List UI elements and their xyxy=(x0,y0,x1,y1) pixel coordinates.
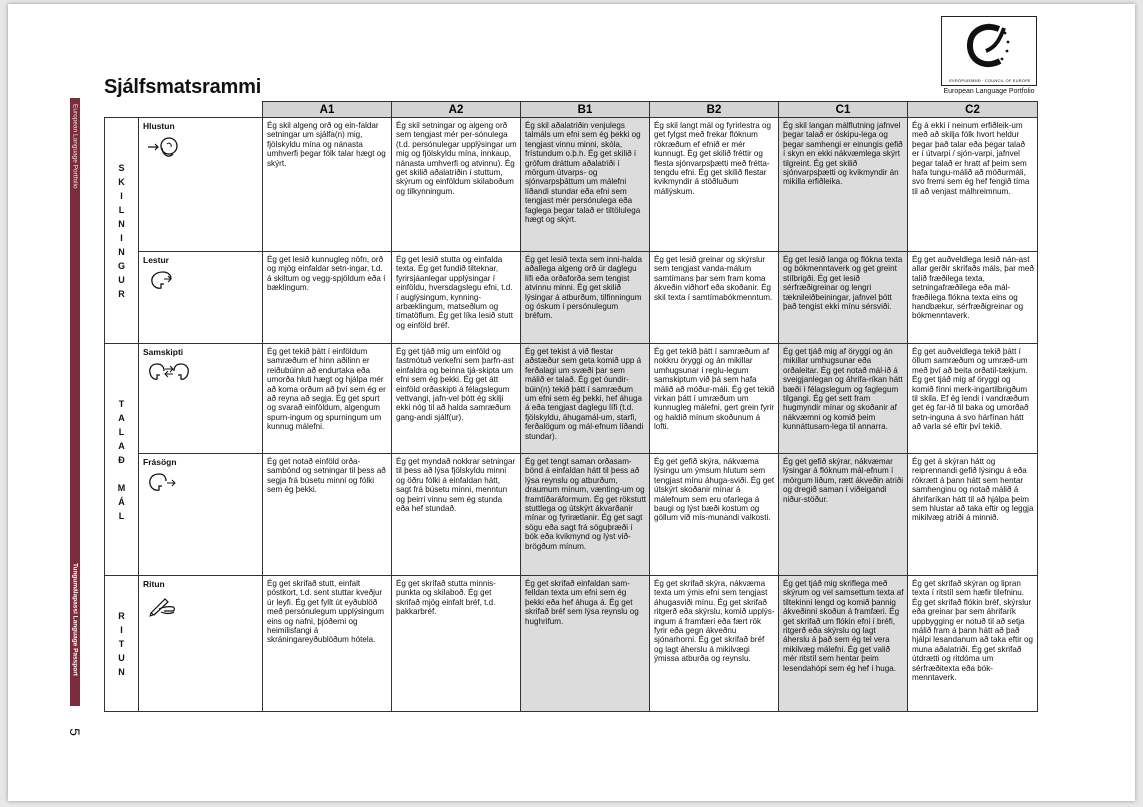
speaking-head-icon xyxy=(147,471,177,495)
cell-frasogn-b2: Ég get gefið skýra, nákvæma lýsingu um ýmsum hlutum sem tengjast mínu áhuga-sviði. Ég get útskýrt skoðanir mínar á málefnum sem eru ofarlega á baugi og lýst bæði kostum og göllum við mis-munandi valkosti. xyxy=(650,454,779,576)
cell-lestur-c2: Ég get auðveldlega lesið nán-ast allar gerðir skrifaðs máls, þar með talið fræðilega texta, setningafræðilega eða mál-fræðilega flókna texta eins og handbækur, sérfræðigreinar og bókmenntaverk. xyxy=(908,252,1038,344)
side-tab-bottom-text: Tungumálapassi Language Passport xyxy=(71,563,79,676)
cell-samskipti-c2: Ég get auðveldlega tekið þátt í öllum samræðum og umræð-um með því að beita orðatil-tækjum. Ég get tjáð mig af öryggi og komið fínni merk-ingartilbrigðum til skila. Ef ég lendi í vandræðum get ég far-ið til baka og umorðað setn-inguna á svo hárfínan hátt að varla sé eftir því tekið. xyxy=(908,344,1038,454)
cell-hlustun-b2: Ég skil langt mál og fyrirlestra og get fylgst með frekar flóknum rökræðum ef efnið er mér kunnugt. Ég get skilið fréttir og flesta sjónvarpsþætti með frétta-tengdu efni. Ég get skilið flestar kvikmyndir á stöðluðum mállýskum. xyxy=(650,118,779,252)
level-header-b1: B1 xyxy=(521,102,650,118)
two-heads-conversation-icon xyxy=(147,361,191,387)
level-header-c1: C1 xyxy=(779,102,908,118)
level-header-b2: B2 xyxy=(650,102,779,118)
skill-label: Samskipti xyxy=(143,347,184,357)
cell-ritun-c2: Ég get skrifað skýran og lipran texta í ritstíl sem hæfir tilefninu. Ég get skrifað flókin bréf, skýrslur eða greinar þar sem áhrifarík uppbygging er notuð til að setja málið fram á þann hátt að það hjálpi lesandanum að taka eftir og muna aðalatriði. Ég get skrifað útdrætti og ritdóma um sérfræðitexta eða bók-menntaverk. xyxy=(908,576,1038,712)
cell-lestur-b1: Ég get lesið texta sem inni-halda aðallega algeng orð úr daglegu lífi eða orðaforða sem tengist atvinnu minni. Ég get skilið lýsingar á atburðum, tilfinningum og óskum í persónulegum bréfum. xyxy=(521,252,650,344)
cell-frasogn-c2: Ég get á skýran hátt og reiprennandi gefið lýsingu á eða rökrætt á þann hátt sem hentar samhenginu og notað málið á áhrifaríkan hátt til að hjálpa þeim sem hlustar að taka eftir og leggja mikilvæg atriði á minnið. xyxy=(908,454,1038,576)
category-ritun: R I T U N xyxy=(105,576,139,712)
row-lestur xyxy=(105,252,1038,344)
header-blank xyxy=(105,102,263,118)
side-tab-bottom xyxy=(70,559,80,705)
skill-label: Ritun xyxy=(143,579,165,589)
row-samskipti xyxy=(105,344,1038,454)
row-frasogn xyxy=(105,454,1038,576)
logo-org-text: EVRÓPURÁÐIÐ · COUNCIL OF EUROPE xyxy=(949,78,1031,83)
council-of-europe-emblem-icon xyxy=(942,17,1036,79)
ear-listening-icon xyxy=(147,135,181,159)
side-tab-top-text: European Language Portfolio xyxy=(71,104,79,189)
cell-samskipti-b2: Ég get tekið þátt í samræðum af nokkru öryggi og án mikillar umhugsunar í reglu-legum samskiptum við þá sem hafa málið að móður-máli. Ég get tekið virkan þátt í umræðum um kunnugleg málefni, gert grein fyrir og haldið mínum skoðunum á lofti. xyxy=(650,344,779,454)
skill-frasogn xyxy=(139,454,263,576)
document-page xyxy=(8,4,1135,801)
cell-hlustun-c1: Ég skil langan málflutning jafnvel þegar talað er óskipu-lega og þegar samhengi er einungis gefið í skyn en ekki nákvæmlega skýrt tilgreint. Ég get skilið sjónvarpsþætti og kvikmyndir án mikilla erfiðleika. xyxy=(779,118,908,252)
cell-frasogn-a1: Ég get notað einföld orða-sambönd og setningar til þess að segja frá búsetu minni og fólki sem ég þekki. xyxy=(263,454,392,576)
cell-hlustun-c2: Ég á ekki í neinum erfiðleik-um með að skilja fólk hvort heldur þegar það talar eða þegar talað er í útvarpi / sjón-varpi, jafnvel þegar talað er hratt af þeim sem hafa tungu-málið að móðurmáli, svo fremi sem ég hef fengið tíma til að venjast málhreimnum. xyxy=(908,118,1038,252)
skill-hlustun xyxy=(139,118,263,252)
level-header-c2: C2 xyxy=(908,102,1038,118)
cell-samskipti-b1: Ég get tekist á við flestar aðstæður sem geta komið upp á ferðalagi um svæði þar sem málið er talað. Ég get óundir-búin(n) tekið þátt í samræðum um efni sem ég þekki, hef áhuga á eða tengjast daglegu lífi (t.d. fjölskyldu, áhugamál-um, starfi, ferðalögum og mál-efnum líðandi stundar). xyxy=(521,344,650,454)
council-of-europe-logo xyxy=(941,16,1037,94)
cell-lestur-b2: Ég get lesið greinar og skýrslur sem tengjast vanda-málum samtímans þar sem fram koma ákveðin viðhorf eða skoðanir. Ég skil texta í samtímabókmenntum. xyxy=(650,252,779,344)
cell-lestur-a2: Ég get lesið stutta og einfalda texta. Ég get fundið tilteknar, fyrirsjáanlegar upplýsingar í einföldu, hversdagslegu efni, t.d. í auglýsingum, kynning-arbæklingum, matseðlum og tímatöflum. Ég get líka lesið stutt og einföld bréf. xyxy=(392,252,521,344)
page-number: 5 xyxy=(67,728,83,736)
cell-ritun-b2: Ég get skrifað skýra, nákvæma texta um ýmis efni sem tengjast áhugasviði mínu. Ég get skrifað ritgerð eða skýrslu, komið upplýs-ingum á framfæri eða fært rök fyrir eða gegn ákveðnu sjónarhorni. Ég get skrifað bréf og lagt áherslu á mikilvægi ýmissa atburða og reynslu. xyxy=(650,576,779,712)
cell-ritun-a2: Ég get skrifað stutta minnis-punkta og skilaboð. Ég get skrifað mjög einfalt bréf, t.d. þakkarbréf. xyxy=(392,576,521,712)
cell-samskipti-a2: Ég get tjáð mig um einföld og fastmótuð verkefni sem þarfn-ast einfaldra og beinna tjá-skipta um efni sem ég þekki. Ég get átt einföld orðaskipti á félagslegum vettvangi, jafn-vel þótt ég skilji ekki nóg til að halda samræðum gang-andi sjálf(ur). xyxy=(392,344,521,454)
page-title: Sjálfsmatsrammi xyxy=(104,76,262,98)
cell-ritun-b1: Ég get skrifað einfaldan sam-felldan texta um efni sem ég þekki eða hef áhuga á. Ég get skrifað bréf sem lýsa reynslu og hughrifum. xyxy=(521,576,650,712)
side-tab-top xyxy=(70,98,80,222)
cell-lestur-c1: Ég get lesið langa og flókna texta og bókmenntaverk og get greint stílbrigði. Ég get lesið sérfræðigreinar og lengri tæknileiðbeiningar, jafnvel þótt það tengist ekki mínu sérsviði. xyxy=(779,252,908,344)
level-header-a2: A2 xyxy=(392,102,521,118)
cell-samskipti-c1: Ég get tjáð mig af öryggi og án mikillar umhugsunar eða orðaleitar. Ég get notað mál-ið á sveigjanlegan og áhrifa-ríkan hátt bæði í félagslegum og faglegum tilgangi. Ég get sett fram hugmyndir mínar og skoðanir af nákvæmni og komið þeim kunnáttusam-lega til annarra. xyxy=(779,344,908,454)
self-assessment-grid xyxy=(104,101,1038,712)
cell-frasogn-a2: Ég get myndað nokkrar setningar til þess að lýsa fjölskyldu minni og öðru fólki á einfaldan hátt, sagt frá búsetu minni, menntun og þeirri vinnu sem ég stunda eða hef stundað. xyxy=(392,454,521,576)
skill-label: Frásögn xyxy=(143,457,177,467)
cell-frasogn-c1: Ég get gefið skýrar, nákvæmar lýsingar á flóknum mál-efnum í mörgum liðum, rætt ákveðin atriði og dregið saman í viðeigandi niður-stöður. xyxy=(779,454,908,576)
skill-lestur xyxy=(139,252,263,344)
cell-ritun-c1: Ég get tjáð mig skriflega með skýrum og vel samsettum texta af tiltekinni lengd og komið þannig ákveðinni skoðun á framfæri. Ég get skrifað um flókin efni í bréfi, ritgerð eða skýrslu og lagt áherslu á það sem ég tel vera mikilvæg málefni. Ég get valið mér ritstíl sem hentar þeim lesendahópi sem ég hef í huga. xyxy=(779,576,908,712)
logo-frame xyxy=(941,16,1037,86)
cell-hlustun-a1: Ég skil algeng orð og ein-faldar setningar um sjálfa(n) mig, fjölskyldu mína og nánasta umhverfi þegar fólk talar hægt og skýrt. xyxy=(263,118,392,252)
eye-reading-icon xyxy=(147,269,177,291)
cell-lestur-a1: Ég get lesið kunnugleg nöfn, orð og mjög einfaldar setn-ingar, t.d. á skiltum og vegg-spjöldum eða í bæklingum. xyxy=(263,252,392,344)
category-talad-mal: T A L A Ð M Á L xyxy=(105,344,139,576)
row-hlustun xyxy=(105,118,1038,252)
cell-hlustun-a2: Ég skil setningar og algeng orð sem tengjast mér per-sónulega (t.d. persónulegar upplýsingar um mig og fjölskyldu mína, innkaup, nánasta umhverfi og atvinnu). Ég get skilið aðalatriðin í stuttum, skýrum og einföldum skilaboðum og tilkynningum. xyxy=(392,118,521,252)
skill-label: Lestur xyxy=(143,255,169,265)
category-skilningur: S K I L N I N G U R xyxy=(105,118,139,344)
cell-hlustun-b1: Ég skil aðalatriðin venjulegs talmáls um efni sem ég þekki og tengjast vinnu minni, skóla, frístundum o.þ.h. Ég get skilið í grófum dráttum aðalatriði í mörgum útvarps- og sjónvarpsþáttum um málefni líðandi stundar eða efni sem tengjast mér persónulega eða faglega þegar talað er tiltölulega hægt og skýrt. xyxy=(521,118,650,252)
row-ritun xyxy=(105,576,1038,712)
cell-ritun-a1: Ég get skrifað stutt, einfalt póstkort, t.d. sent stuttar kveðjur úr leyfi. Ég get fyllt út eyðublöð með persónulegum upplýsingum eins og nafni, þjóðerni og heimilisfangi á skráningareyðublöðum hótela. xyxy=(263,576,392,712)
skill-ritun xyxy=(139,576,263,712)
skill-samskipti xyxy=(139,344,263,454)
writing-hand-icon xyxy=(147,593,177,617)
logo-caption: European Language Portfolio xyxy=(943,88,1035,95)
cell-frasogn-b1: Ég get tengt saman orðasam-bönd á einfaldan hátt til þess að lýsa reynslu og atburðum, draumum mínum, vænting-um og framtíðaráformum. Ég get rökstutt stuttlega og útskýrt ákvarðanir mínar og fyrirætlanir. Ég get sagt sögu eða sagt frá söguþræði í bók eða kvikmynd og lýst við-brögðum mínum. xyxy=(521,454,650,576)
skill-label: Hlustun xyxy=(143,121,175,131)
cell-samskipti-a1: Ég get tekið þátt í einföldum samræðum ef hinn aðilinn er reiðubúinn að endurtaka eða umorða hluti hægt og hjálpa mér að koma orðum að því sem ég er að reyna að segja. Ég get spurt og svarað einföldum, algengum spurn-ingum og spurningum um kunnug málefni. xyxy=(263,344,392,454)
level-header-row xyxy=(105,102,1038,118)
level-header-a1: A1 xyxy=(263,102,392,118)
